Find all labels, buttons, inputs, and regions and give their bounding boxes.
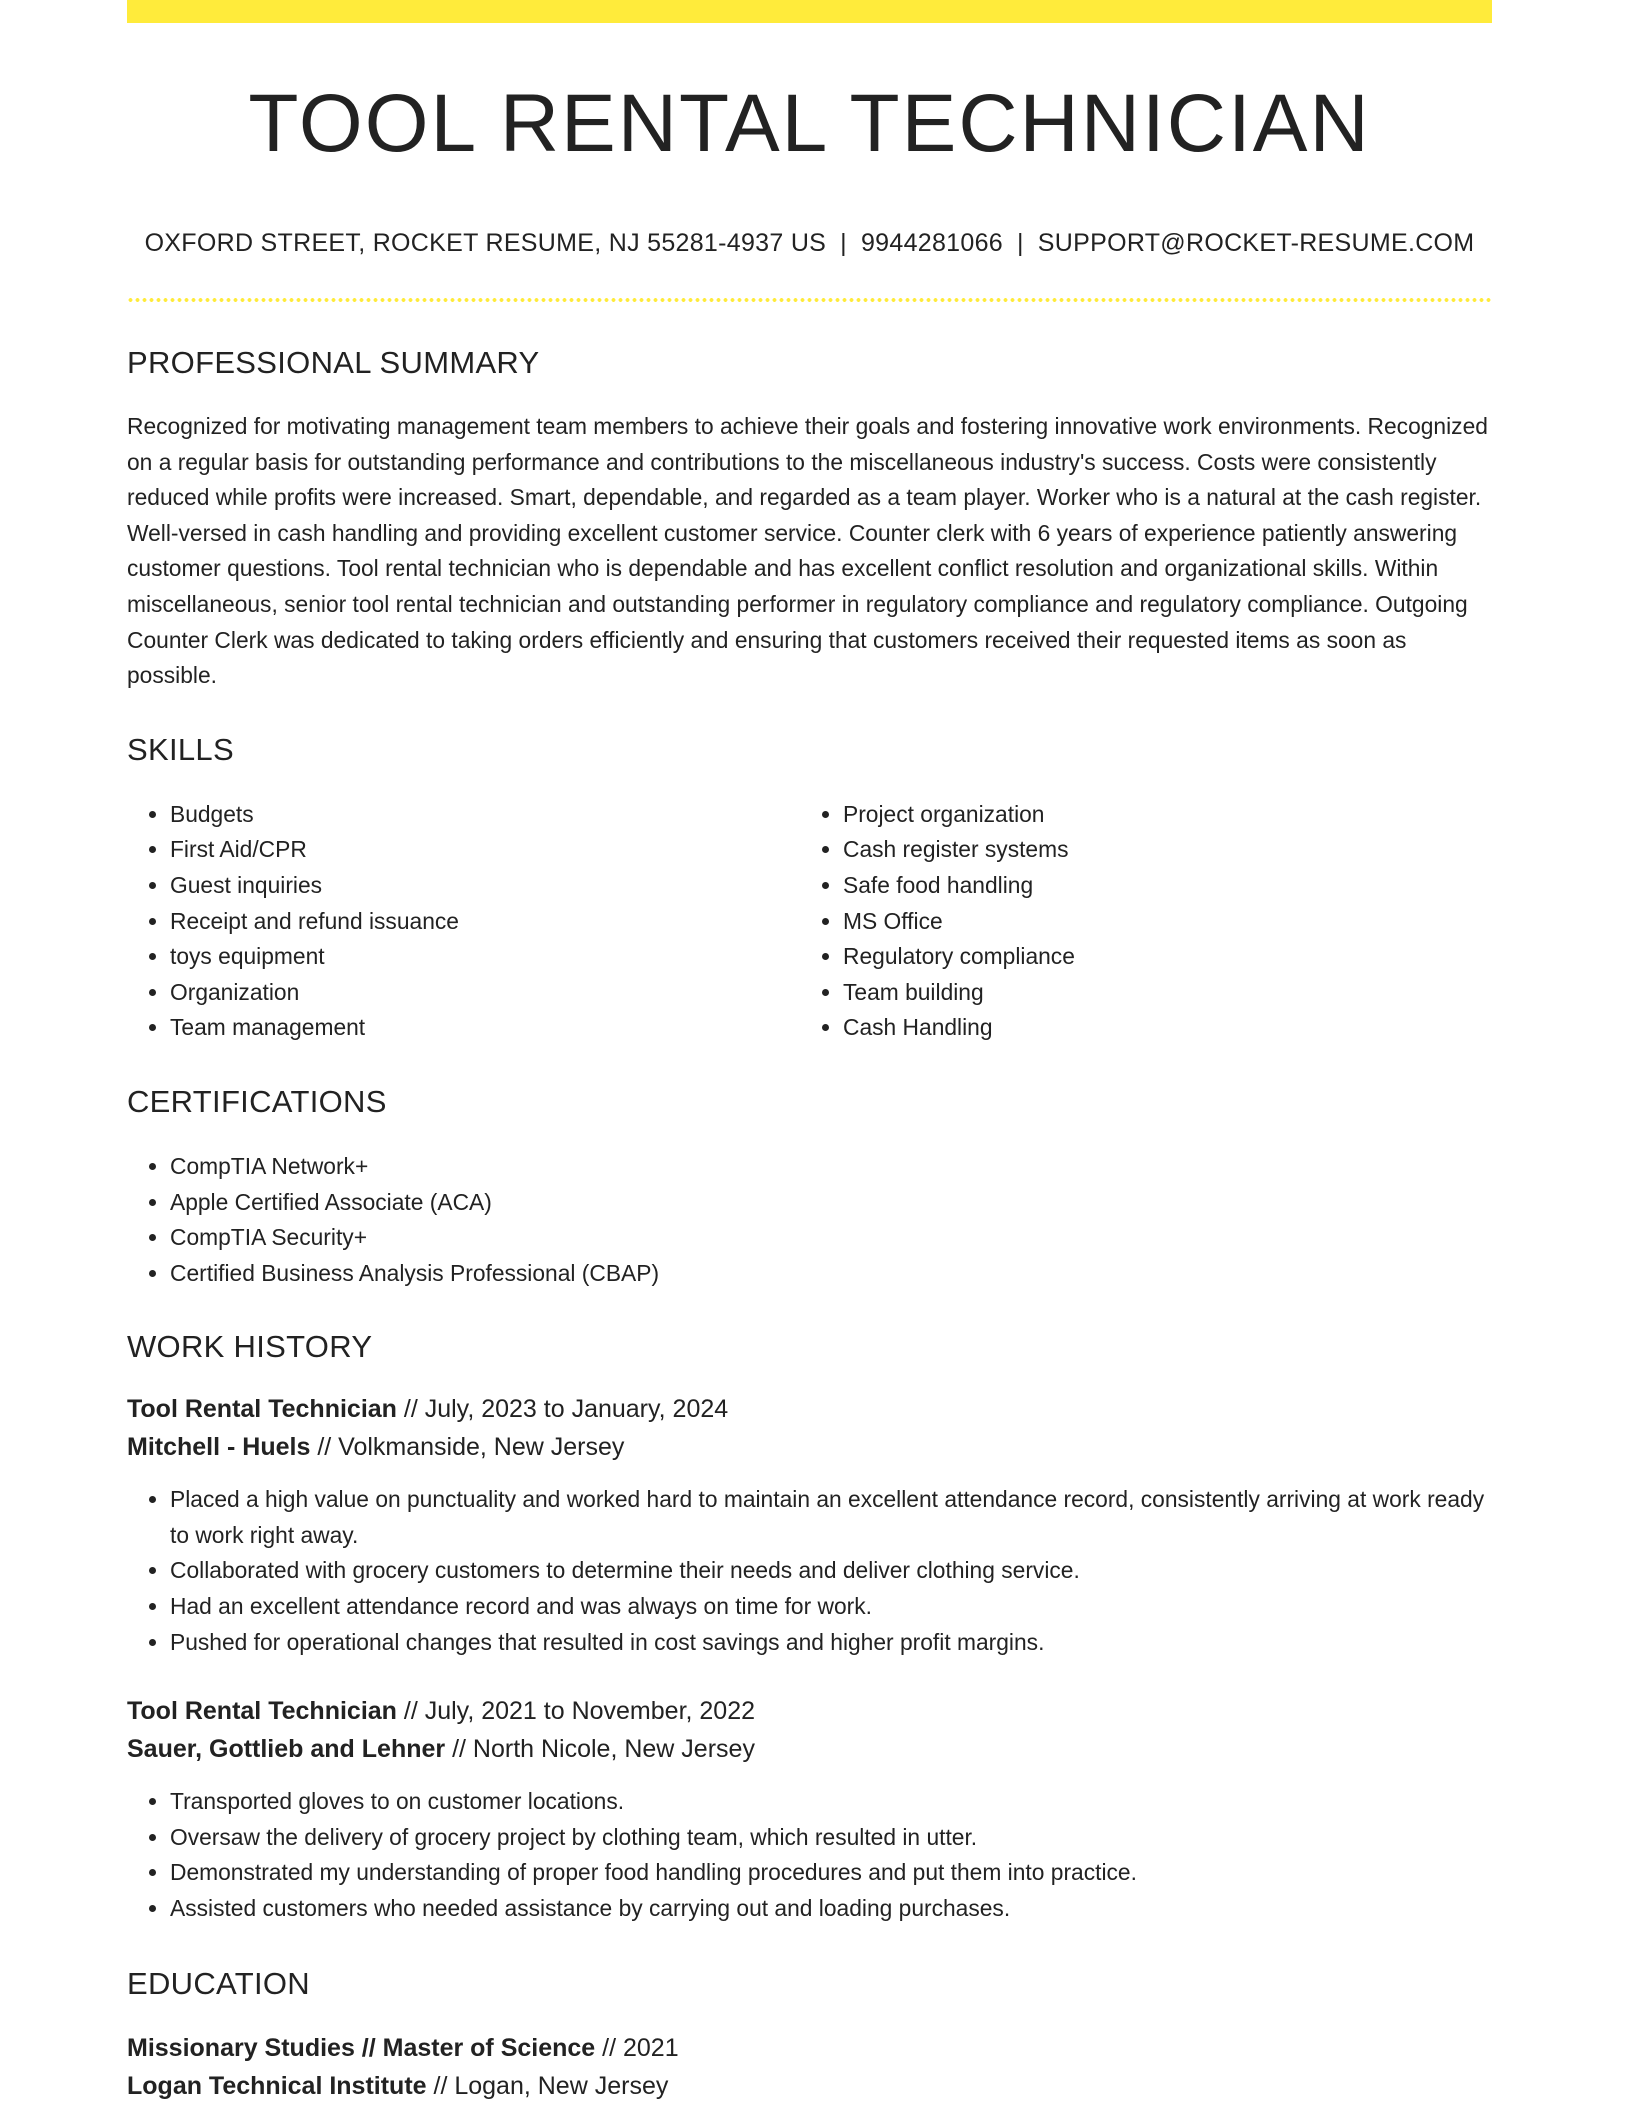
summary-heading: PROFESSIONAL SUMMARY [127, 345, 540, 380]
job-company: Mitchell - Huels [127, 1433, 311, 1462]
skill-item: • toys equipment [170, 939, 800, 975]
resume-title: TOOL RENTAL TECHNICIAN [248, 78, 1371, 169]
dotted-divider [127, 298, 1492, 302]
school: Logan Technical Institute [127, 2071, 427, 2100]
skill-item: • Receipt and refund issuance [170, 904, 800, 940]
job-entry-1 [127, 1390, 1492, 1466]
skills-list-right [800, 797, 1492, 1046]
certification-item: • Certified Business Analysis Professional (CBAP) [170, 1256, 1492, 1292]
job-bullet: • Assisted customers who needed assistance by carrying out and loading purchases. [170, 1891, 1492, 1927]
skill-item: • Budgets [170, 797, 800, 833]
phone: 9944281066 [860, 229, 1003, 257]
certifications-list [127, 1149, 1492, 1291]
job-bullet: • Transported gloves to on customer locations. [170, 1784, 1492, 1820]
job-title-line [127, 1692, 1492, 1730]
job-bullet: • Oversaw the delivery of grocery project by clothing team, which resulted in utter. [170, 1820, 1492, 1856]
school-location: // Logan, New Jersey [426, 2071, 669, 2100]
job-2-bullets [127, 1784, 1492, 1926]
degree-line [127, 2029, 1492, 2067]
job-title: Tool Rental Technician [127, 1395, 397, 1424]
certification-item: • Apple Certified Associate (ACA) [170, 1185, 1492, 1221]
skill-item: • Cash register systems [843, 832, 1492, 868]
contact-line [127, 229, 1492, 258]
skill-item: • Project organization [843, 797, 1492, 833]
graduation-year: // 2021 [595, 2033, 679, 2062]
certification-item: • CompTIA Security+ [170, 1220, 1492, 1256]
job-company-line [127, 1428, 1492, 1466]
job-dates: // July, 2021 to November, 2022 [396, 1697, 756, 1726]
email: SUPPORT@ROCKET-RESUME.COM [1037, 229, 1475, 257]
job-1-bullets [127, 1482, 1492, 1660]
skill-item: • Cash Handling [843, 1010, 1492, 1046]
resume-page [127, 0, 1492, 2105]
job-title-line [127, 1390, 1492, 1428]
skills-list-left [127, 797, 800, 1046]
school-line [127, 2067, 1492, 2105]
skills-grid [127, 797, 1492, 1046]
job-bullet: • Demonstrated my understanding of proper food handling procedures and put them into practice. [170, 1855, 1492, 1891]
skills-heading: SKILLS [127, 731, 234, 767]
job-title: Tool Rental Technician [127, 1697, 397, 1726]
education-entry [127, 2029, 1492, 2105]
skill-item: • First Aid/CPR [170, 832, 800, 868]
education-heading: EDUCATION [127, 1965, 310, 2001]
skill-item: • Guest inquiries [170, 868, 800, 904]
contact-separator: | [1017, 229, 1024, 257]
skill-item: • MS Office [843, 904, 1492, 940]
skill-item: • Regulatory compliance [843, 939, 1492, 975]
summary-text: Recognized for motivating management team members to achieve their goals and fostering innovative work environments. Recognized on a regular basis for outstanding performance and contributions to the miscellaneous industry's success. Costs were consistently reduced while profits were increased. Smart, dependable, and regarded as a team player. Worker who is a natural at the cash register. Well-versed in cash handling and providing excellent customer service. Counter clerk with 6 years of experience patiently answering customer questions. Tool rental technician who is dependable and has excellent conflict resolution and organizational skills. Within miscellaneous, senior tool rental technician and outstanding performer in regulatory compliance and regulatory compliance. Outgoing Counter Clerk was dedicated to taking orders efficiently and ensuring that customers received their requested items as soon as possible. [127, 413, 1488, 689]
job-location: // North Nicole, New Jersey [445, 1735, 755, 1764]
job-company-line [127, 1730, 1492, 1768]
accent-bar [127, 0, 1492, 23]
job-bullet: • Had an excellent attendance record and was always on time for work. [170, 1589, 1492, 1625]
work-history-heading: WORK HISTORY [127, 1329, 373, 1365]
job-company: Sauer, Gottlieb and Lehner [127, 1735, 446, 1764]
job-entry-2 [127, 1692, 1492, 1768]
job-bullet: • Pushed for operational changes that resulted in cost savings and higher profit margins. [170, 1625, 1492, 1661]
job-dates: // July, 2023 to January, 2024 [396, 1395, 729, 1424]
skill-item: • Team building [843, 975, 1492, 1011]
job-bullet: • Collaborated with grocery customers to determine their needs and deliver clothing service. [170, 1553, 1492, 1589]
contact-separator: | [840, 229, 847, 257]
address: OXFORD STREET, ROCKET RESUME, NJ 55281-4937 US [144, 229, 827, 257]
job-location: // Volkmanside, New Jersey [310, 1433, 625, 1462]
certification-item: • CompTIA Network+ [170, 1149, 1492, 1185]
skill-item: • Organization [170, 975, 800, 1011]
skill-item: • Team management [170, 1010, 800, 1046]
degree: Missionary Studies // Master of Science [127, 2033, 596, 2062]
certifications-heading: CERTIFICATIONS [127, 1083, 387, 1119]
job-bullet: • Placed a high value on punctuality and worked hard to maintain an excellent attendance record, consistently arriving at work ready to work right away. [170, 1482, 1492, 1553]
skill-item: • Safe food handling [843, 868, 1492, 904]
